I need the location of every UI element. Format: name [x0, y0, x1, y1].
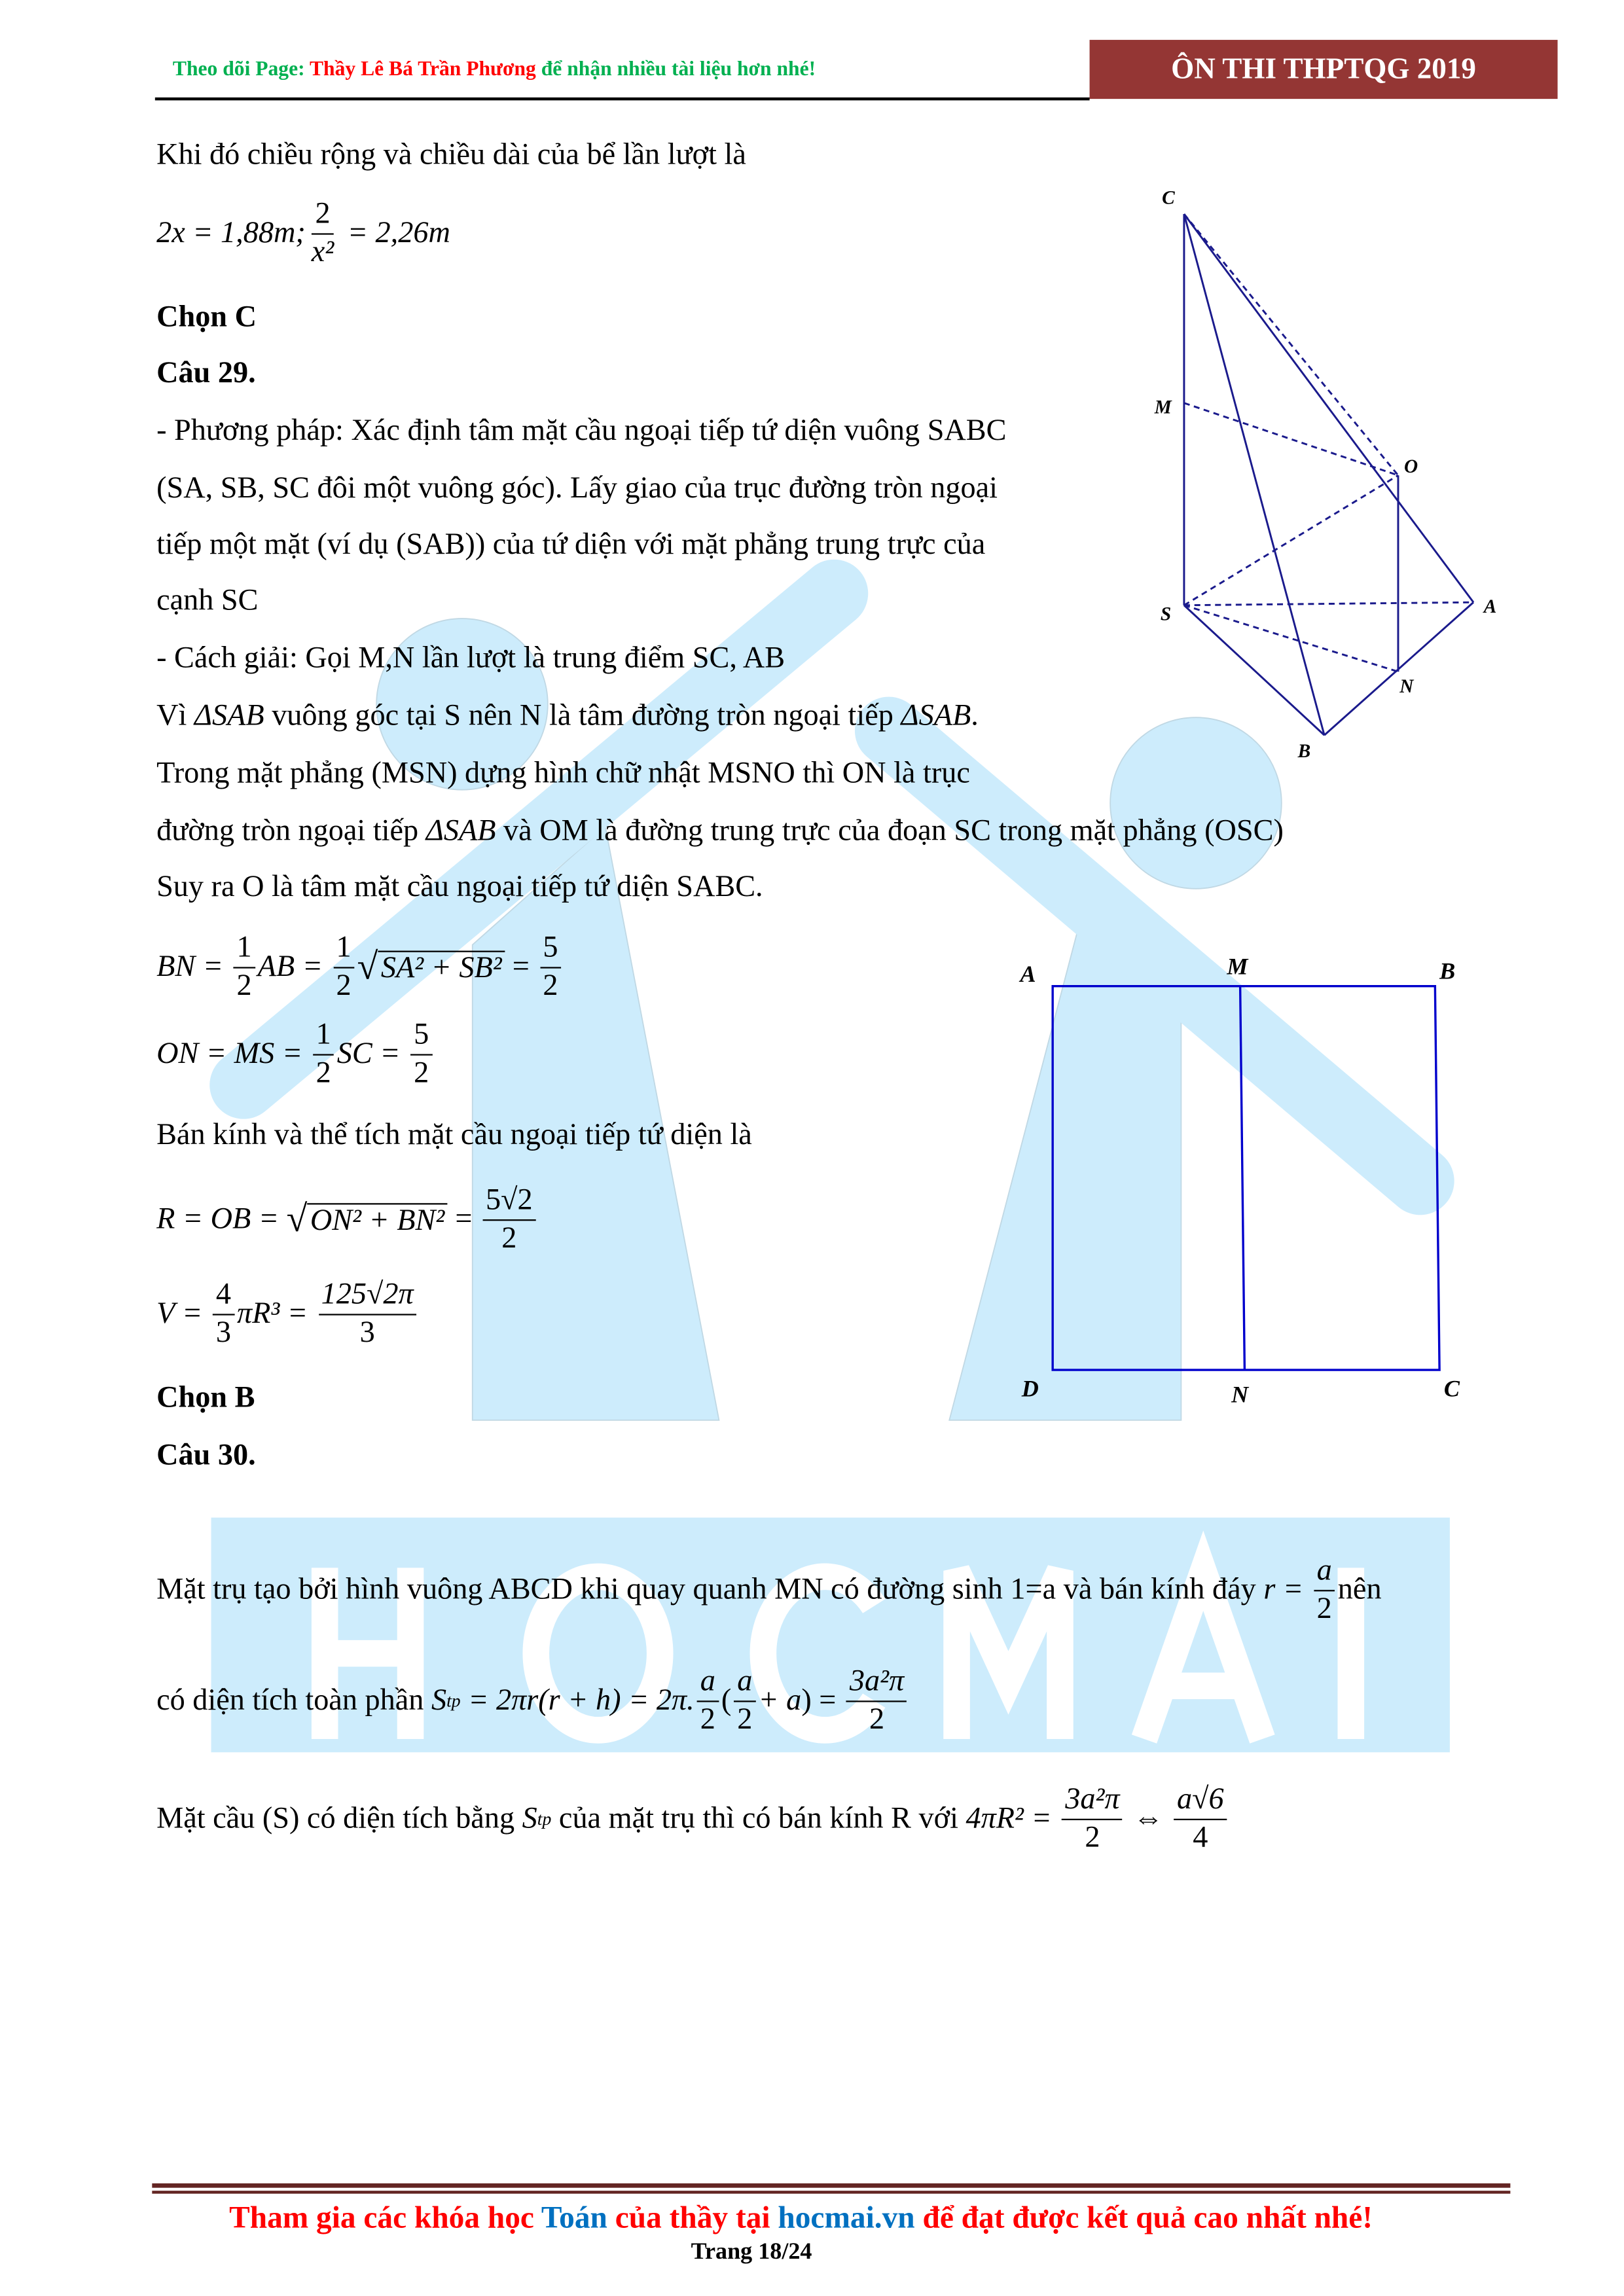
text-run: 5	[543, 931, 558, 964]
segment-MN	[1240, 986, 1245, 1370]
text-run: 2	[869, 1702, 885, 1736]
text-run: 2	[501, 1221, 517, 1255]
heading-text: Câu 29.	[156, 356, 256, 389]
text-run: đường tròn ngoại tiếp	[156, 814, 426, 847]
text-run: Vì	[156, 698, 194, 732]
math-text: x²	[311, 235, 334, 268]
text-run: vuông góc tại S nên N là tâm đường tròn ngoại tiếp	[264, 698, 901, 732]
text-run: ⇔	[1125, 1801, 1171, 1835]
text-run: .	[971, 698, 979, 732]
label-B: B	[1297, 741, 1311, 762]
label-A: A	[1020, 960, 1036, 987]
text-run: 3	[359, 1316, 375, 1349]
text-run: 2	[316, 1056, 331, 1089]
header-follow-suffix: để nhận nhiều tài liệu hơn nhé!	[535, 59, 816, 82]
footer-divider	[152, 2183, 1510, 2188]
math-text: ΔSAB	[194, 698, 264, 732]
label-B: B	[1439, 958, 1456, 984]
text-run: Trong mặt phẳng (MSN) dựng hình chữ nhật MSNO thì ON là trục	[156, 756, 970, 789]
math-text: a	[1316, 1554, 1332, 1587]
radical-icon: √	[357, 944, 378, 988]
label-A: A	[1483, 596, 1497, 618]
text-run: và OM là đường trung trực của đoạn SC trong mặt phẳng (OSC)	[496, 814, 1284, 847]
math-text: AB =	[257, 950, 331, 983]
math-text: ON = MS =	[156, 1037, 310, 1070]
math-text: 3a²π	[849, 1664, 905, 1698]
text-run: =	[447, 1202, 480, 1235]
text-run: 1	[236, 931, 252, 964]
math-text: r =	[1263, 1573, 1311, 1605]
page-number: Trang 18/24	[691, 2239, 812, 2265]
subscript: tp	[537, 1807, 552, 1829]
text-run: (	[721, 1683, 732, 1717]
footer-site-link[interactable]: hocmai.vn	[778, 2199, 915, 2235]
math-text: SA² + SB²	[380, 952, 502, 985]
text-run: 2	[1316, 1592, 1332, 1625]
text-run: Mặt cầu (S) có diện tích bằng	[156, 1801, 522, 1835]
heading-text: Chọn C	[156, 300, 257, 333]
label-M: M	[1227, 953, 1248, 980]
text-run: 2	[737, 1702, 753, 1736]
label-C: C	[1162, 187, 1175, 209]
header-page-link[interactable]: Thầy Lê Bá Trần Phương	[309, 59, 536, 82]
text-run: 1	[336, 931, 352, 964]
math-text: a√6	[1176, 1783, 1224, 1816]
text-run: Suy ra O là tâm mặt cầu ngoại tiếp tứ diện SABC.	[156, 870, 763, 903]
math-text: + a	[758, 1683, 802, 1717]
math-text: S	[431, 1683, 447, 1717]
text-run: nên	[1337, 1573, 1382, 1605]
math-text: 2x = 1,88m;	[156, 216, 306, 249]
text-run: có diện tích toàn phần	[156, 1683, 431, 1717]
text-run: (SA, SB, SC đôi một vuông góc). Lấy giao của trục đường tròn ngoại	[156, 471, 998, 505]
text-run: 5	[414, 1018, 429, 1051]
text-run: 1	[316, 1018, 331, 1051]
text-run: =	[505, 950, 537, 983]
text-run: ) =	[801, 1683, 844, 1717]
text-run: 2	[543, 969, 558, 1002]
text-run: tiếp một mặt (ví dụ (SAB)) của tứ diện với mặt phẳng trung trực của	[156, 528, 986, 560]
math-text: 3a²π	[1065, 1783, 1120, 1816]
math-text: πR³ =	[237, 1297, 316, 1330]
footer-divider	[152, 2191, 1510, 2194]
text-run: Khi đó chiều rộng và chiều dài của bể lần lượt là	[156, 137, 746, 171]
text-run: 4	[1193, 1821, 1208, 1854]
header-follow-prefix: Theo dõi Page:	[172, 59, 310, 82]
label-C: C	[1443, 1375, 1460, 1402]
footer-subject: Toán	[541, 2199, 607, 2235]
square-ABCD	[1053, 986, 1439, 1370]
footer-text: của thầy tại	[607, 2199, 778, 2235]
text-run: - Phương pháp: Xác định tâm mặt cầu ngoại tiếp tứ diện vuông SABC	[156, 414, 1007, 447]
label-O: O	[1403, 456, 1418, 477]
label-M: M	[1154, 397, 1172, 418]
header-badge: ÔN THI THPTQG 2019	[1090, 40, 1558, 99]
footer-text: để đạt được kết quả cao nhất nhé!	[914, 2199, 1373, 2235]
label-N: N	[1231, 1381, 1249, 1408]
math-text: ON² + BN²	[310, 1204, 445, 1238]
subscript: tp	[446, 1689, 461, 1710]
text-run: - Cách giải: Gọi M,N lần lượt là trung điểm SC, AB	[156, 641, 785, 674]
text-run: 2	[236, 969, 252, 1002]
footer-promo	[0, 2200, 1602, 2236]
text-run: 2	[315, 198, 331, 230]
footer-text: Tham gia các khóa học	[229, 2199, 541, 2235]
text-run: 5√2	[485, 1183, 533, 1217]
math-text: 125√2π	[321, 1278, 414, 1311]
math-text: V =	[156, 1297, 210, 1330]
text-run: Bán kính và thể tích mặt cầu ngoại tiếp tứ diện là	[156, 1118, 752, 1151]
text-run: 3	[215, 1316, 231, 1349]
text-run: cạnh SC	[156, 584, 259, 617]
label-D: D	[1021, 1375, 1039, 1402]
math-text: S	[522, 1801, 537, 1835]
heading-text: Câu 30.	[156, 1438, 256, 1471]
text-run: 2	[700, 1702, 715, 1736]
text-run: 4	[215, 1278, 231, 1311]
math-text: a	[700, 1664, 715, 1698]
label-S: S	[1160, 603, 1172, 625]
math-text: 4πR² =	[965, 1801, 1060, 1835]
text-run: của mặt trụ thì có bán kính R với	[551, 1801, 966, 1835]
math-text: a	[737, 1664, 753, 1698]
heading-text: Chọn B	[156, 1381, 255, 1414]
label-N: N	[1399, 675, 1414, 697]
math-text: ΔSAB	[901, 698, 971, 732]
math-text: = 2,26m	[340, 216, 450, 249]
math-text: = 2πr(r + h) = 2π.	[460, 1683, 695, 1717]
text-run: Mặt trụ tạo bởi hình vuông ABCD khi quay quanh MN có đường sinh 1=a và bán kính đáy	[156, 1573, 1264, 1605]
text-run: 2	[336, 969, 352, 1002]
math-text: SC =	[336, 1037, 408, 1070]
radical-icon: √	[286, 1197, 308, 1240]
math-text: R = OB =	[156, 1202, 287, 1235]
text-run: 2	[414, 1056, 429, 1089]
math-text: BN =	[156, 950, 231, 983]
text-run: 2	[1085, 1821, 1100, 1854]
math-text: ΔSAB	[425, 814, 496, 847]
